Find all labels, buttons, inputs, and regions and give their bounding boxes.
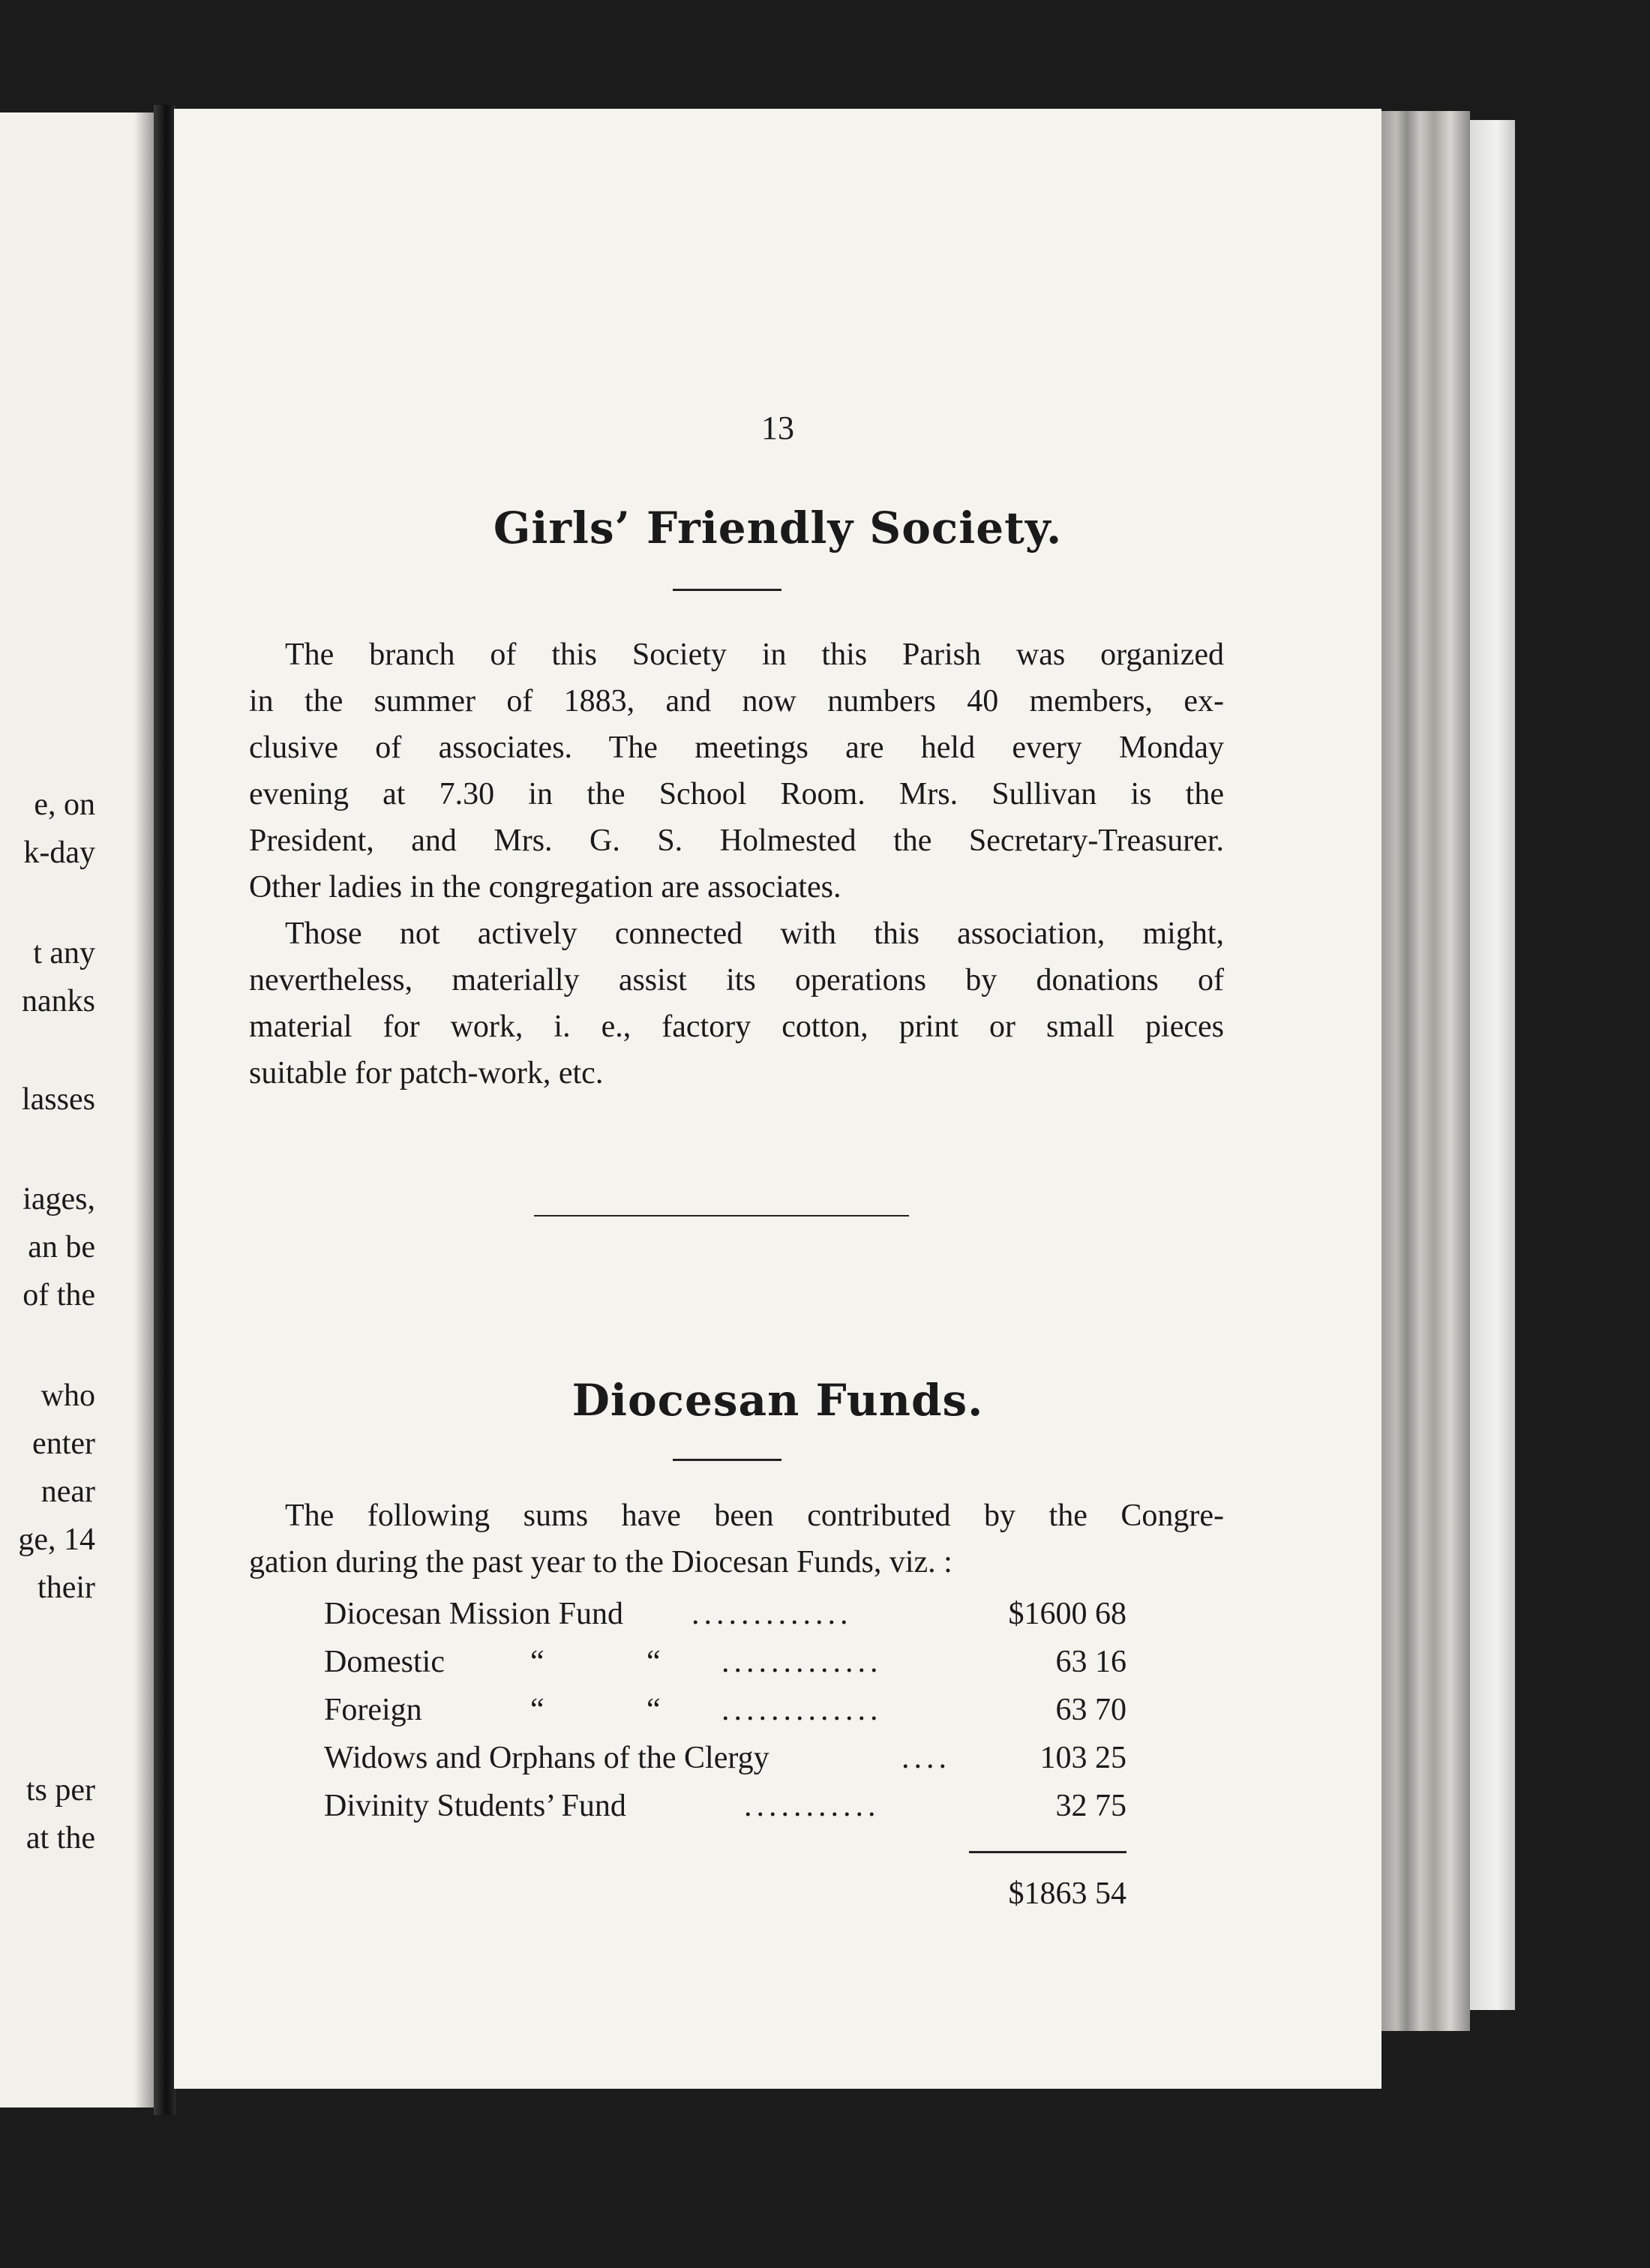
total-amount: $1863 54: [1008, 1876, 1126, 1911]
funds-total: [324, 1870, 1126, 1918]
ditto-mark: “: [530, 1645, 544, 1679]
text-line: suitable for patch-work, etc.: [249, 1056, 604, 1090]
leader-dots: .............: [722, 1645, 883, 1679]
section-divider: [534, 1215, 909, 1216]
fund-row: [324, 1734, 1126, 1782]
fund-row: [324, 1782, 1126, 1830]
page-stack-edge: [1380, 111, 1470, 2031]
fund-name: Foreign: [324, 1693, 422, 1727]
text-line: evening at 7.30 in the School Room. Mrs. Sullivan is the: [249, 777, 1224, 812]
paragraph-funds-intro: [249, 1492, 1224, 1586]
page-stack-edge: [1470, 120, 1515, 2010]
fund-amount: 103 25: [1040, 1741, 1126, 1775]
left-page-fragment: enter: [32, 1426, 95, 1461]
title-underline: [673, 1459, 782, 1461]
leader-dots: ...........: [744, 1789, 880, 1823]
left-page-fragment: ge, 14: [18, 1522, 95, 1557]
left-page-fragment: who: [40, 1378, 95, 1413]
ditto-mark: “: [530, 1693, 544, 1727]
funds-table: [324, 1590, 1126, 1830]
ditto-mark: “: [646, 1645, 661, 1679]
leader-dots: .............: [722, 1693, 883, 1727]
leader-dots: .............: [692, 1597, 853, 1631]
left-page-fragment: at the: [26, 1821, 95, 1856]
book-spine: [154, 105, 176, 2115]
gutter-shadow: [134, 112, 154, 2108]
fund-row: [324, 1638, 1126, 1686]
total-row: [324, 1870, 1126, 1918]
fund-amount: 63 16: [1055, 1645, 1126, 1679]
fund-name: Domestic: [324, 1645, 445, 1679]
fund-amount: 63 70: [1055, 1693, 1126, 1727]
left-page-fragment: e, on: [34, 788, 95, 822]
section-title-girls-friendly-society: Girls’ Friendly Society.: [493, 502, 1063, 554]
text-line: in the summer of 1883, and now numbers 40 members, ex-: [249, 684, 1224, 718]
total-rule: [969, 1851, 1126, 1853]
left-page-fragment: near: [40, 1474, 95, 1509]
book-page: [174, 109, 1382, 2089]
text-line: material for work, i. e., factory cotton, print or small pieces: [249, 1010, 1224, 1044]
left-page-fragment: lasses: [22, 1082, 95, 1117]
left-page-fragment: t any: [33, 936, 95, 970]
section-title-diocesan-funds: Diocesan Funds.: [572, 1375, 984, 1426]
text-line: Other ladies in the congregation are associates.: [249, 870, 842, 904]
page-number: 13: [761, 410, 794, 446]
left-page-fragment: an be: [28, 1230, 95, 1264]
title-underline: [673, 589, 782, 591]
text-line: clusive of associates. The meetings are held every Monday: [249, 730, 1224, 765]
left-page-fragment: iages,: [22, 1182, 95, 1216]
left-page-fragment: of the: [22, 1278, 95, 1312]
previous-page: [0, 112, 154, 2108]
left-page-fragment: ts per: [26, 1773, 95, 1808]
left-page-fragment: their: [38, 1570, 95, 1605]
ditto-mark: “: [646, 1693, 661, 1727]
fund-name: Diocesan Mission Fund: [324, 1597, 623, 1631]
leader-dots: ....: [902, 1741, 951, 1775]
fund-row: [324, 1686, 1126, 1734]
text-line: The following sums have been contributed by the Congre-: [285, 1498, 1224, 1533]
fund-amount: 32 75: [1055, 1789, 1126, 1823]
left-page-fragment: k-day: [23, 836, 95, 870]
paragraph-society-description: [249, 632, 1224, 1096]
fund-name: Divinity Students’ Fund: [324, 1789, 626, 1823]
fund-row: [324, 1590, 1126, 1638]
text-line: nevertheless, materially assist its operations by donations of: [249, 963, 1224, 998]
left-page-fragment: nanks: [22, 984, 95, 1018]
text-line: President, and Mrs. G. S. Holmested the Secretary-Treasurer.: [249, 824, 1224, 858]
text-line: Those not actively connected with this association, might,: [285, 916, 1224, 951]
fund-name: Widows and Orphans of the Clergy: [324, 1741, 770, 1775]
text-line: The branch of this Society in this Parish was organized: [285, 638, 1224, 672]
fund-amount: $1600 68: [1008, 1597, 1126, 1631]
text-line: gation during the past year to the Diocesan Funds, viz. :: [249, 1545, 952, 1580]
